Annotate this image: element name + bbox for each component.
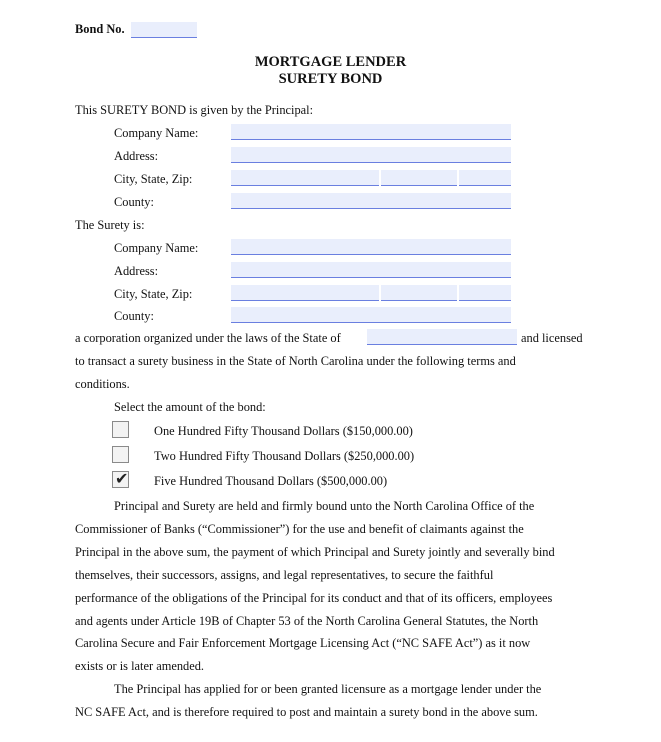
paragraph-1-line: performance of the obligations of the Principal for its conduct and that of its officers, employees bbox=[75, 591, 553, 605]
paragraph-1-line: and agents under Article 19B of Chapter 53 of the North Carolina General Statutes, the North bbox=[75, 614, 539, 628]
surety-county-label: County: bbox=[114, 309, 154, 323]
corporation-text-line3: conditions. bbox=[75, 377, 130, 391]
principal-company-label: Company Name: bbox=[114, 126, 199, 140]
amount-option-250k-label: Two Hundred Fifty Thousand Dollars ($250,000.00) bbox=[154, 449, 415, 463]
principal-company-field[interactable] bbox=[231, 124, 511, 140]
principal-city-label: City, State, Zip: bbox=[114, 172, 193, 186]
amount-checkbox-500k[interactable] bbox=[112, 471, 129, 488]
amount-checkbox-250k[interactable] bbox=[112, 446, 129, 463]
paragraph-1-line: Principal in the above sum, the payment of which Principal and Surety jointly and severally bind bbox=[75, 545, 555, 559]
surety-address-field[interactable] bbox=[231, 262, 511, 278]
principal-county-label: County: bbox=[114, 195, 154, 209]
principal-intro: This SURETY BOND is given by the Principal: bbox=[75, 103, 314, 117]
bond-no-field[interactable] bbox=[131, 22, 197, 38]
paragraph-1-line: Principal and Surety are held and firmly bound unto the North Carolina Office of the bbox=[114, 499, 535, 513]
principal-county-field[interactable] bbox=[231, 193, 511, 209]
amount-option-500k-label: Five Hundred Thousand Dollars ($500,000.00) bbox=[154, 474, 388, 488]
surety-county-field[interactable] bbox=[231, 307, 511, 323]
corporation-text-suffix: and licensed bbox=[521, 331, 583, 345]
corporation-text-prefix: a corporation organized under the laws of the State of bbox=[75, 331, 341, 345]
corporation-text-line2: to transact a surety business in the State of North Carolina under the following terms and bbox=[75, 354, 516, 368]
paragraph-2-line: The Principal has applied for or been granted licensure as a mortgage lender under the bbox=[114, 682, 542, 696]
surety-company-label: Company Name: bbox=[114, 241, 199, 255]
corporation-state-field[interactable] bbox=[367, 329, 517, 345]
document-title-line2: SURETY BOND bbox=[278, 71, 383, 87]
paragraph-1-line: exists or is later amended. bbox=[75, 659, 205, 673]
surety-city-label: City, State, Zip: bbox=[114, 287, 193, 301]
surety-intro: The Surety is: bbox=[75, 218, 145, 232]
surety-state-field[interactable] bbox=[381, 285, 457, 301]
amount-prompt: Select the amount of the bond: bbox=[114, 400, 266, 414]
surety-address-label: Address: bbox=[114, 264, 159, 278]
principal-state-field[interactable] bbox=[381, 170, 457, 186]
bond-no-label: Bond No. bbox=[75, 22, 125, 36]
paragraph-1-line: themselves, their successors, assigns, and legal representatives, to secure the faithful bbox=[75, 568, 494, 582]
principal-address-label: Address: bbox=[114, 149, 159, 163]
principal-address-field[interactable] bbox=[231, 147, 511, 163]
paragraph-1-line: Carolina Secure and Fair Enforcement Mortgage Licensing Act (“NC SAFE Act”) as it now bbox=[75, 636, 531, 650]
checkmark-icon: ✔ bbox=[115, 469, 129, 488]
principal-city-field[interactable] bbox=[231, 170, 379, 186]
document-title-line1: MORTGAGE LENDER bbox=[254, 54, 407, 70]
principal-zip-field[interactable] bbox=[459, 170, 511, 186]
paragraph-2-line: NC SAFE Act, and is therefore required to post and maintain a surety bond in the above sum. bbox=[75, 705, 538, 719]
paragraph-1-line: Commissioner of Banks (“Commissioner”) for the use and benefit of claimants against the bbox=[75, 522, 524, 536]
surety-company-field[interactable] bbox=[231, 239, 511, 255]
surety-zip-field[interactable] bbox=[459, 285, 511, 301]
amount-checkbox-150k[interactable] bbox=[112, 421, 129, 438]
amount-option-150k-label: One Hundred Fifty Thousand Dollars ($150,000.00) bbox=[154, 424, 413, 438]
surety-city-field[interactable] bbox=[231, 285, 379, 301]
